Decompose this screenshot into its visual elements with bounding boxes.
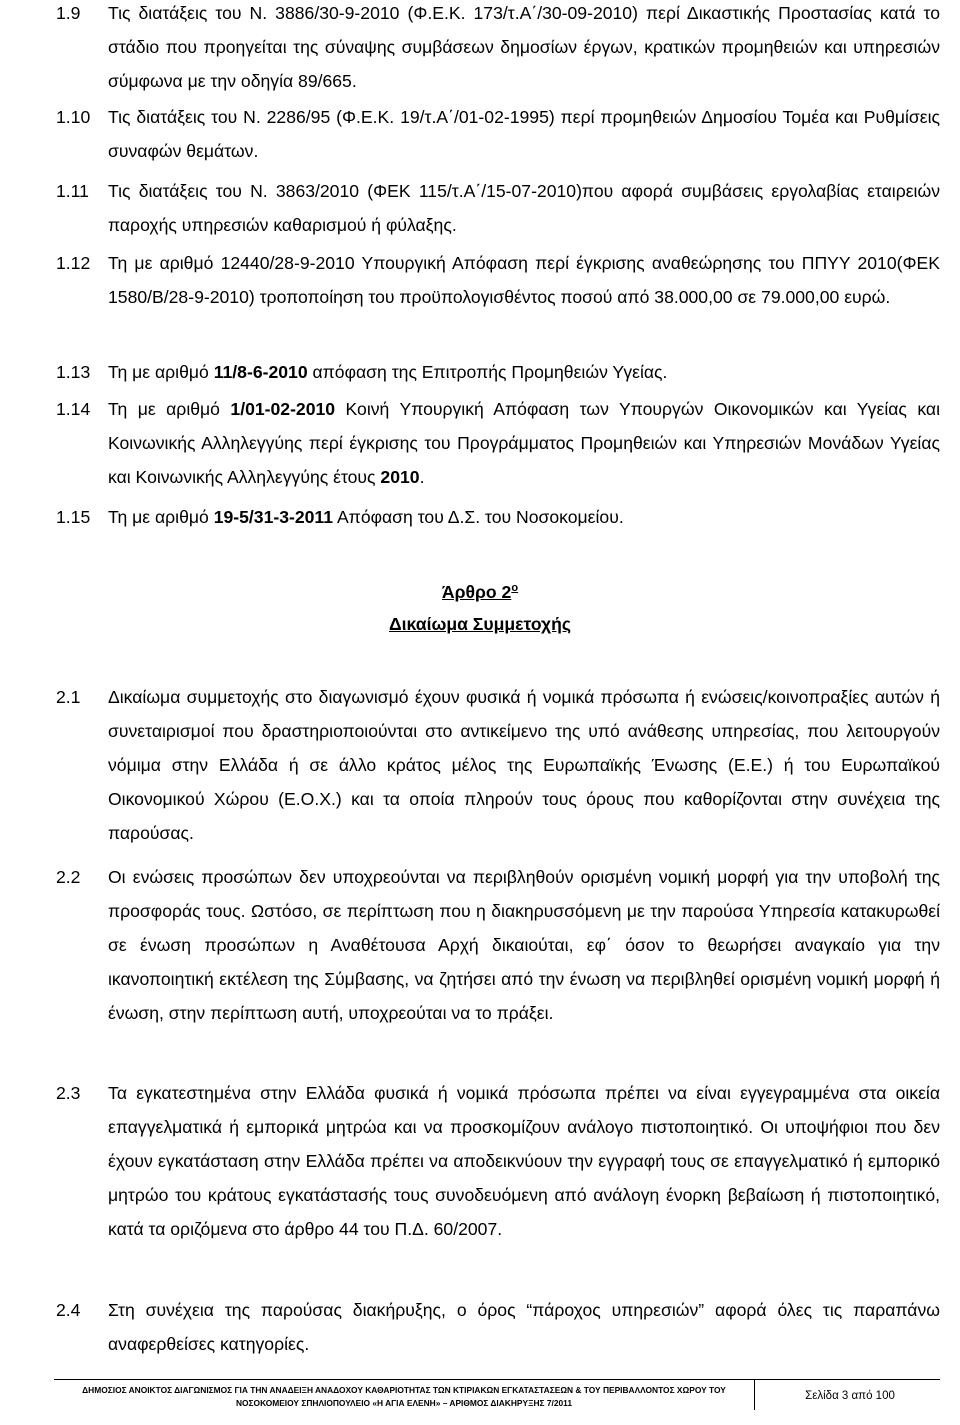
clause-text: Τα εγκατεστημένα στην Ελλάδα φυσικά ή νομικά πρόσωπα πρέπει να είναι εγγεγραμμένα στα οικεία επαγγελματικά ή εμπορικά μητρώα και να προσκομίζουν ανάλογο πιστοποιητικό. Οι υποψήφιοι που δεν έχουν εγκατάσταση στην Ελλάδα πρέπει να αποδεικνύουν την εγγραφή τους σε επαγγελματικό ή εμπορικό μητρώο του κράτους εγκατάστασής τους συνοδευόμενη από ανάλογη ένορκη βεβαίωση ή πιστοποιητικό, κατά τα οριζόμενα στο άρθρο 44 του Π.Δ. 60/2007. xyxy=(108,1083,940,1239)
clause-1-9 xyxy=(56,0,940,98)
clause-text: Δικαίωμα συμμετοχής στο διαγωνισμό έχουν φυσικά ή νομικά πρόσωπα ή ενώσεις/κοινοπραξίες αυτών ή συνεταιρισμοί που δραστηριοποιούνται στο αντικείμενο της υπό ανάθεσης υπηρεσίας, που λειτουργούν νόμιμα στην Ελλάδα ή σε άλλο κράτος μέλος της Ευρωπαϊκής Ένωσης (Ε.Ε.) ή του Ευρωπαϊκού Οικονομικού Χώρου (Ε.Ο.Χ.) και τα οποία πληρούν τους όρους που καθορίζονται στην συνέχεια της παρούσας. xyxy=(108,687,940,843)
clause-1-13 xyxy=(56,355,940,389)
article-subtitle: Δικαίωμα Συμμετοχής xyxy=(389,614,571,634)
footer-line-1: ΔΗΜΟΣΙΟΣ ΑΝΟΙΚΤΟΣ ΔΙΑΓΩΝΙΣΜΟΣ ΓΙΑ ΤΗΝ ΑΝΑΔΕΙΞΗ ΑΝΑΔΟΧΟΥ ΚΑΘΑΡΙΟΤΗΤΑΣ ΤΩΝ ΚΤΙΡΙΑΚΩΝ ΕΓΚΑΤΑΣΤΑΣΕΩΝ & ΤΟΥ ΠΕΡΙΒΑΛΛΟΝΤΟΣ ΧΩΡΟΥ ΤΟΥ xyxy=(82,1385,726,1395)
clause-2-2 xyxy=(56,860,940,1030)
clause-text: Τη με αριθμό 19-5/31-3-2011 Απόφαση του Δ.Σ. του Νοσοκομείου. xyxy=(108,507,624,527)
clause-number: 1.14 xyxy=(56,399,91,419)
clause-text: Τη με αριθμό 11/8-6-2010 απόφαση της Επιτροπής Προμηθειών Υγείας. xyxy=(108,362,668,382)
clause-number: 2.1 xyxy=(56,687,81,707)
clause-1-15 xyxy=(56,500,940,534)
clause-2-3 xyxy=(56,1076,940,1246)
clause-number: 2.3 xyxy=(56,1083,81,1103)
clause-number: 2.4 xyxy=(56,1300,81,1320)
clause-text: Τη με αριθμό 1/01-02-2010 Κοινή Υπουργική Απόφαση των Υπουργών Οικονομικών και Υγείας και Κοινωνικής Αλληλεγγύης περί έγκρισης του Προγράμματος Προμηθειών και Υπηρεσιών Μονάδων Υγείας και Κοινωνικής Αλληλεγγύης έτους 2010. xyxy=(108,399,941,487)
clause-text: Οι ενώσεις προσώπων δεν υποχρεούνται να περιβληθούν ορισμένη νομική μορφή για την υποβολή της προσφοράς τους. Ωστόσο, σε περίπτωση που η διακηρυσσόμενη με την παρούσα Υπηρεσία κατακυρωθεί σε ένωση προσώπων η Αναθέτουσα Αρχή δικαιούται, εφ΄ όσον το θεωρήσει αναγκαίο για την ικανοποιητική εκτέλεση της Σύμβασης, να ζητήσει από την ένωση να περιβληθεί ορισμένη νομική μορφή ή ένωση, στην περίπτωση αυτή, υποχρεούται να το πράξει. xyxy=(108,867,940,1023)
clause-number: 1.15 xyxy=(56,507,91,527)
clause-2-4 xyxy=(56,1293,940,1361)
page-number: Σελίδα 3 από 100 xyxy=(805,1390,895,1402)
clause-text: Στη συνέχεια της παρούσας διακήρυξης, ο όρος “πάροχος υπηρεσιών” αφορά όλες τις παραπάνω αναφερθείσες κατηγορίες. xyxy=(108,1300,940,1354)
clause-text: Τις διατάξεις του Ν. 3863/2010 (ΦΕΚ 115/τ.Α΄/15-07-2010)που αφορά συμβάσεις εργολαβίας εταιρειών παροχής υπηρεσιών καθαρισμού ή φύλαξης. xyxy=(108,181,940,235)
article-title: Άρθρο $2^o$ xyxy=(441,582,519,602)
clause-text: Τη με αριθμό 12440/28-9-2010 Υπουργική Απόφαση περί έγκρισης αναθεώρησης του ΠΠΥΥ 2010(ΦΕΚ 1580/Β/28-9-2010) τροποποίηση του προϋπολογισθέντος ποσού από 38.000,00 σε 79.000,00 ευρώ. xyxy=(108,253,940,307)
clause-1-10 xyxy=(56,100,940,168)
clause-1-12 xyxy=(56,246,940,314)
footer-divider xyxy=(54,1379,940,1380)
footer-separator xyxy=(754,1380,755,1410)
clause-number: 2.2 xyxy=(56,867,81,887)
clause-1-11 xyxy=(56,174,940,242)
clause-number: 1.12 xyxy=(56,253,91,273)
clause-1-14 xyxy=(56,392,940,494)
clause-number: 1.13 xyxy=(56,362,91,382)
clause-text: Τις διατάξεις του Ν. 2286/95 (Φ.Ε.Κ. 19/τ.Α΄/01-02-1995) περί προμηθειών Δημοσίου Τομέα και Ρυθμίσεις συναφών θεμάτων. xyxy=(108,107,940,161)
clause-number: 1.11 xyxy=(56,181,89,201)
clause-text: Τις διατάξεις του Ν. 3886/30-9-2010 (Φ.Ε.Κ. 173/τ.Α΄/30-09-2010) περί Δικαστικής Προστασίας κατά το στάδιο που προηγείται της σύναψης συμβάσεων δημοσίων έργων, κρατικών προμηθειών και υπηρεσιών σύμφωνα με την οδηγία 89/665. xyxy=(108,3,940,91)
clause-number: 1.9 xyxy=(56,3,81,23)
clause-number: 1.10 xyxy=(56,107,91,127)
clause-2-1 xyxy=(56,680,940,850)
footer-tender-title xyxy=(54,1384,754,1410)
footer-line-2: ΝΟΣΟΚΟΜΕΙΟΥ ΣΠΗΛΙΟΠΟΥΛΕΙΟ «Η ΑΓΙΑ ΕΛΕΝΗ» – ΑΡΙΘΜΟΣ ΔΙΑΚΗΡΥΞΗΣ 7/2011 xyxy=(235,1398,573,1408)
